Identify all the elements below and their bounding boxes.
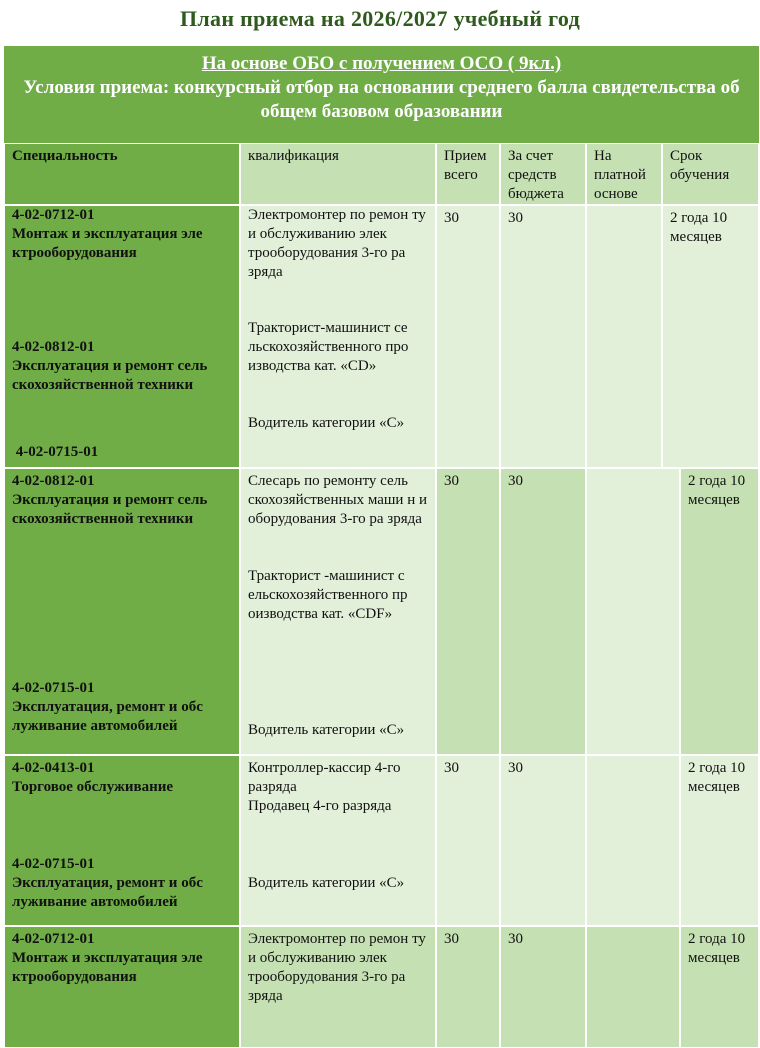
table-row-1-budget: 30	[500, 205, 586, 468]
specialty-name: Эксплуатация и ремонт сель скохозяйственной техники	[12, 492, 208, 527]
qualification-item: Продавец 4-го разряда	[248, 798, 392, 814]
table-banner	[4, 46, 759, 143]
specialty-name: Эксплуатация, ремонт и обс луживание автомобилей	[12, 875, 203, 910]
specialty-code: 4-02-0712-01	[12, 207, 95, 223]
specialty-code: 4-02-0715-01	[12, 444, 99, 460]
header-duration: Срок обучения	[662, 143, 759, 205]
qualification-item: Электромонтер по ремон ту и обслуживанию элек трооборудования 3-го ра зряда	[248, 931, 426, 1004]
admission-plan-table	[4, 46, 759, 1048]
specialty-entry	[12, 930, 235, 987]
specialty-entry	[12, 405, 235, 468]
table-row-3-paid	[586, 755, 680, 926]
table-row-1-paid	[586, 205, 662, 468]
table-row-4-duration: 2 года 10 месяцев	[680, 926, 759, 1048]
table-row-2-budget: 30	[500, 468, 586, 755]
qualification-item: Электромонтер по ремон ту и обслуживанию элек трооборудования 3-го ра зряда	[248, 207, 426, 280]
specialty-code: 4-02-0715-01	[12, 856, 95, 872]
page-title: План приема на 2026/2027 учебный год	[179, 6, 581, 31]
qualification-item: Тракторист-машинист се льскохозяйственного про изводства кат. «CD»	[248, 320, 409, 374]
specialty-code: 4-02-0812-01	[12, 473, 95, 489]
header-specialty: Специальность	[4, 143, 240, 205]
specialty-name: Эксплуатация и ремонт сель скохозяйственной техники	[12, 358, 208, 393]
specialty-name: Торговое обслуживание	[12, 779, 174, 795]
specialty-name: Эксплуатация, ремонт и обс луживание автомобилей	[12, 699, 203, 734]
qualification-item: Водитель категории «С»	[248, 875, 405, 891]
header-budget: За счет средств бюджета	[500, 143, 586, 205]
table-row-1-specialty	[4, 205, 240, 468]
specialty-code: 4-02-0712-01	[12, 931, 95, 947]
table-row-3-specialty	[4, 755, 240, 926]
specialty-code: 4-02-0812-01	[12, 339, 95, 355]
specialty-code: 4-02-0715-01	[12, 680, 95, 696]
table-row-1-qualification	[240, 205, 436, 468]
specialty-entry	[12, 759, 235, 797]
table-row-2-qualification	[240, 468, 436, 755]
table-row-3-total: 30	[436, 755, 500, 926]
header-paid: На платной основе	[586, 143, 662, 205]
table-row-1-total: 30	[436, 205, 500, 468]
table-row-2-specialty	[4, 468, 240, 755]
table-row-2-paid	[586, 468, 680, 755]
table-row-3-qualification	[240, 755, 436, 926]
table-row-4-paid	[586, 926, 680, 1048]
specialty-entry	[12, 855, 235, 912]
specialty-entry	[12, 206, 235, 263]
banner-conditions: Условия приема: конкурсный отбор на основании среднего балла свидетельства об общем базовом образовании	[23, 77, 740, 122]
specialty-name: Монтаж и эксплуатация эле ктрооборудования	[12, 950, 203, 985]
table-row-4-budget: 30	[500, 926, 586, 1048]
qualification-item: Тракторист -машинист с ельскохозяйственного пр оизводства кат. «CDF»	[248, 568, 408, 622]
qualification-item: Водитель категории «С»	[248, 415, 405, 431]
banner-basis: На основе ОБО с получением ОСО ( 9кл.)	[201, 53, 562, 74]
table-row-4-specialty	[4, 926, 240, 1048]
qualification-item: Контроллер-кассир 4-го разряда	[248, 760, 401, 795]
qualification-item: Слесарь по ремонту сель скохозяйственных маши н и оборудования 3-го ра зряда	[248, 473, 428, 527]
table-row-4-qualification	[240, 926, 436, 1048]
table-row-4-total: 30	[436, 926, 500, 1048]
table-row-3-duration: 2 года 10 месяцев	[680, 755, 759, 926]
specialty-name: Монтаж и эксплуатация эле ктрооборудования	[12, 226, 203, 261]
header-qualification: квалификация	[240, 143, 436, 205]
specialty-entry	[12, 679, 235, 736]
table-row-2-total: 30	[436, 468, 500, 755]
table-row-2-duration: 2 года 10 месяцев	[680, 468, 759, 755]
specialty-entry	[12, 338, 235, 395]
specialty-entry	[12, 472, 235, 529]
header-total: Прием всего	[436, 143, 500, 205]
table-row-3-budget: 30	[500, 755, 586, 926]
specialty-code: 4-02-0413-01	[12, 760, 95, 776]
table-row-1-duration: 2 года 10 месяцев	[662, 205, 759, 468]
qualification-item: Водитель категории «С»	[248, 722, 405, 738]
